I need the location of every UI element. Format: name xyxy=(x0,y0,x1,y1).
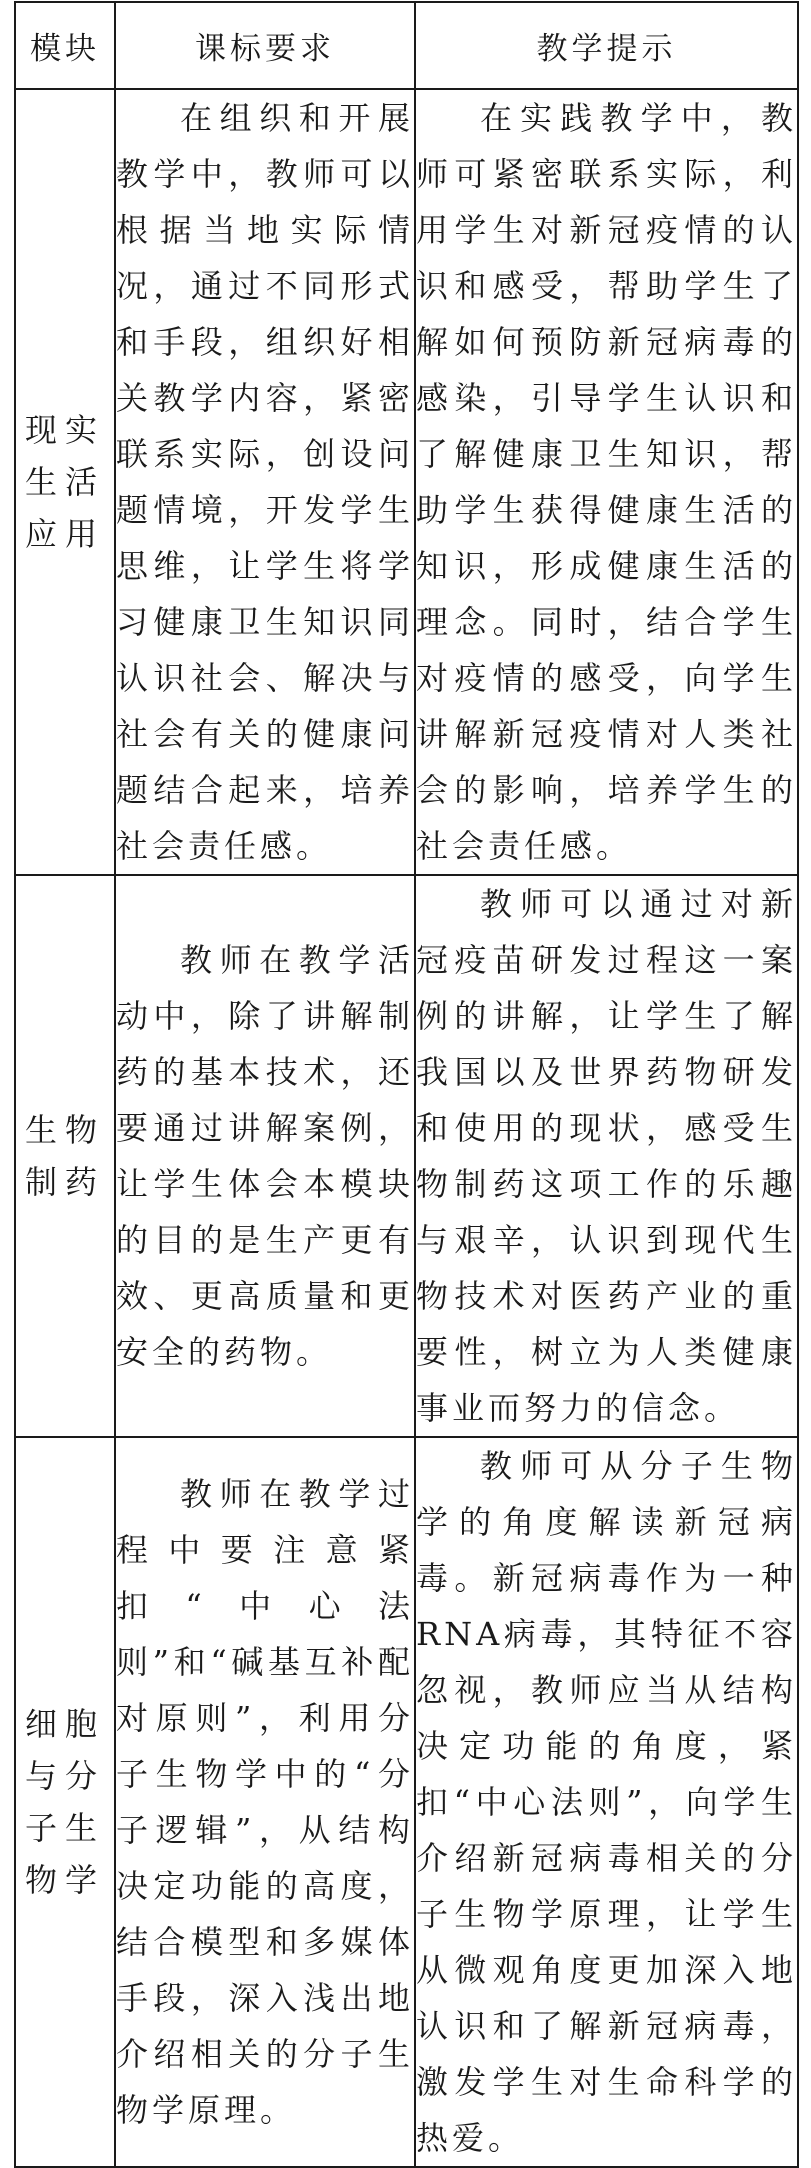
header-hint: 教学提示 xyxy=(415,2,798,89)
module-cell xyxy=(15,1437,115,2167)
table-header-row xyxy=(15,2,798,89)
hint-cell: 教师可以通过对新冠疫苗研发过程这一案例的讲解，让学生了解我国以及世界药物研发和使用的现状，感受生物制药这项工作的乐趣与艰辛，认识到现代生物技术对医药产业的重要性，树立为人类健康事业而努力的信念。 xyxy=(415,875,798,1437)
module-line: 应用 xyxy=(24,515,105,553)
standard-cell: 教师在教学活动中，除了讲解制药的基本技术，还要通过讲解案例，让学生体会本模块的目的是生产更有效、更高质量和更安全的药物。 xyxy=(115,875,415,1437)
hint-cell: 教师可从分子生物学的角度解读新冠病毒。新冠病毒作为一种RNA病毒，其特征不容忽视，教师应当从结构决定功能的角度，紧扣“中心法则”，向学生介绍新冠病毒相关的分子生物学原理，让学生从微观角度更加深入地认识和了解新冠病毒，激发学生对生命科学的热爱。 xyxy=(415,1437,798,2167)
module-cell xyxy=(15,89,115,875)
curriculum-table xyxy=(14,1,799,2168)
module-line: 现实 xyxy=(24,411,105,449)
table-row xyxy=(15,1437,798,2167)
standard-cell: 在组织和开展教学中，教师可以根据当地实际情况，通过不同形式和手段，组织好相关教学内容，紧密联系实际，创设问题情境，开发学生思维，让学生将学习健康卫生知识同认识社会、解决与社会有关的健康问题结合起来，培养社会责任感。 xyxy=(115,89,415,875)
header-module: 模块 xyxy=(15,2,115,89)
module-line: 生活 xyxy=(24,463,105,501)
module-line: 生物 xyxy=(24,1111,105,1149)
module-line: 与分 xyxy=(24,1757,105,1795)
module-line: 细胞 xyxy=(24,1705,105,1743)
standard-cell: 教师在教学过程中要注意紧扣“中心法则”和“碱基互补配对原则”，利用分子生物学中的“分子逻辑”，从结构决定功能的高度，结合模型和多媒体手段，深入浅出地介绍相关的分子生物学原理。 xyxy=(115,1437,415,2167)
table-row xyxy=(15,89,798,875)
hint-cell: 在实践教学中，教师可紧密联系实际，利用学生对新冠疫情的认识和感受，帮助学生了解如何预防新冠病毒的感染，引导学生认识和了解健康卫生知识，帮助学生获得健康生活的知识，形成健康生活的理念。同时，结合学生对疫情的感受，向学生讲解新冠疫情对人类社会的影响，培养学生的社会责任感。 xyxy=(415,89,798,875)
table-row xyxy=(15,875,798,1437)
module-line: 子生 xyxy=(24,1809,105,1847)
module-line: 物学 xyxy=(24,1861,105,1899)
module-cell xyxy=(15,875,115,1437)
module-line: 制药 xyxy=(24,1163,105,1201)
header-standard: 课标要求 xyxy=(115,2,415,89)
